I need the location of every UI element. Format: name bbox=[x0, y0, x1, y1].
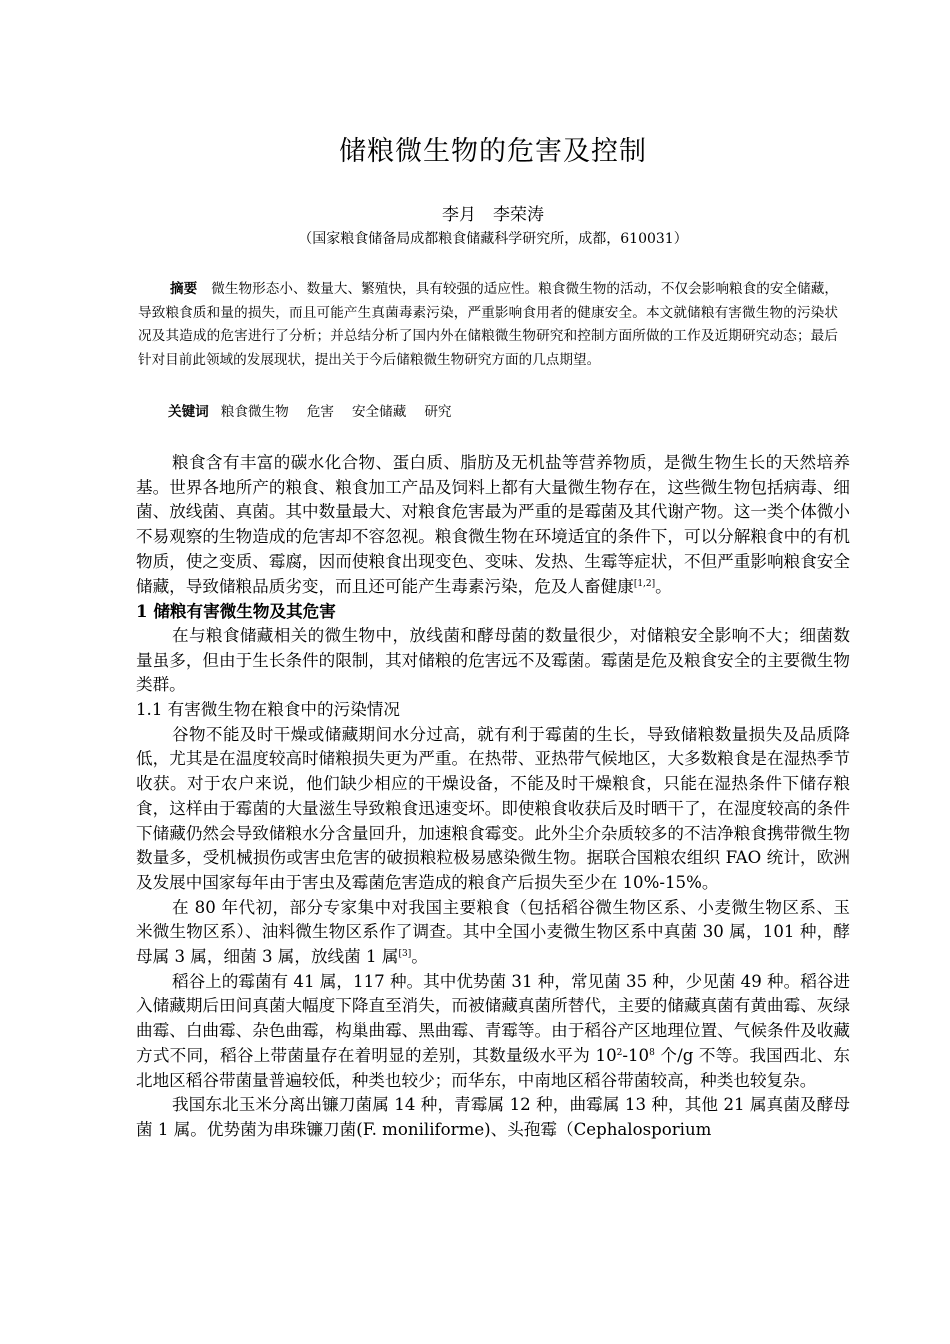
exponent: 2 bbox=[616, 1047, 623, 1058]
article-body bbox=[136, 451, 850, 1143]
body-paragraph: 稻谷上的霉菌有 41 属，117 种。其中优势菌 31 种，常见菌 35 种，少见菌 49 种。稻谷进入储藏期后田间真菌大幅度下降直至消失，而被储藏真菌所替代，主要的储藏真菌有黄曲霉、灰绿曲霉、白曲霉、杂色曲霉，构巢曲霉、黑曲霉、青霉等。由于稻谷产区地理位置、气候条件及收藏方式不同，稻谷上带菌量存在着明显的差别，其数量级水平为 $10^2-10^8$ 个/g 不等。我国西北、东北地区稻谷带菌量普遍较低，种类也较少；而华东，中南地区稻谷带菌较高，种类也较复杂。 bbox=[136, 971, 851, 1090]
keywords bbox=[168, 402, 838, 422]
keyword: 危害 bbox=[306, 404, 334, 420]
body-paragraph: 我国东北玉米分离出镰刀菌属 14 种，青霉属 12 种，曲霉属 13 种，其他 21 属真菌及酵母菌 1 属。优势菌为串珠镰刀菌(F. moniliforme)、头孢霉（Cephalosporium bbox=[136, 1095, 850, 1139]
abstract-label: 摘要 bbox=[170, 281, 198, 297]
body-paragraph: 在 80 年代初，部分专家集中对我国主要粮食（包括稻谷微生物区系、小麦微生物区系、玉米微生物区系）、油料微生物区系作了调查。其中全国小麦微生物区系中真菌 30 属，101 种，酵母属 3 属，细菌 3 属，放线菌 1 属[3]。 bbox=[136, 897, 850, 967]
section-heading: 1 储粮有害微生物及其危害 bbox=[136, 601, 336, 622]
exponent: 8 bbox=[649, 1047, 655, 1058]
keyword: 安全储藏 bbox=[351, 404, 407, 420]
keywords-label: 关键词 bbox=[168, 404, 209, 420]
author-list: 李月 李荣涛 bbox=[442, 205, 544, 225]
intro-paragraph: 粮食含有丰富的碳水化合物、蛋白质、脂肪及无机盐等营养物质，是微生物生长的天然培养基。世界各地所产的粮食、粮食加工产品及饲料上都有大量微生物存在，这些微生物包括病毒、细菌、放线菌、真菌。其中数量最大、对粮食危害最为严重的是霉菌及其代谢产物。这一类个体微小不易观察的生物造成的危害却不容忽视。粮食微生物在环境适宜的条件下，可以分解粮食中的有机物质，使之变质、霉腐，因而使粮食出现变色、变味、发热、生霉等症状，不但严重影响粮食安全储藏，导致储粮品质劣变，而且还可能产生毒素污染，危及人畜健康[1,2]。 bbox=[136, 453, 850, 596]
body-paragraph: 谷物不能及时干燥或储藏期间水分过高，就有利于霉菌的生长，导致储粮数量损失及品质降低，尤其是在温度较高时储粮损失更为严重。在热带、亚热带气候地区，大多数粮食是在湿热季节收获。对于农户来说，他们缺少相应的干燥设备，不能及时干燥粮食，只能在湿热条件下储存粮食，这样由于霉菌的大量滋生导致粮食迅速变坏。即使粮食收获后及时晒干了，在湿度较高的条件下储藏仍然会导致储粮水分含量回升，加速粮食霉变。此外尘介杂质较多的不洁净粮食携带微生物数量多，受机械损伤或害虫危害的破损粮粒极易感染微生物。据联合国粮农组织 FAO 统计，欧洲及发展中国家每年由于害虫及霉菌危害造成的粮食产后损失至少在 10%-15%。 bbox=[136, 724, 850, 892]
author-affiliation: （国家粮食储备局成都粮食储藏科学研究所，成都，610031） bbox=[298, 231, 688, 247]
citation-ref: [3] bbox=[398, 949, 412, 960]
subsection-heading: 1.1 有害微生物在粮食中的污染情况 bbox=[136, 700, 400, 720]
keyword: 研究 bbox=[424, 404, 452, 420]
paper-title: 储粮微生物的危害及控制 bbox=[339, 136, 647, 167]
keyword: 粮食微生物 bbox=[220, 404, 289, 420]
abstract-text: 微生物形态小、数量大、繁殖快，具有较强的适应性。粮食微生物的活动，不仅会影响粮食的安全储藏，导致粮食质和量的损失，而且可能产生真菌毒素污染，严重影响食用者的健康安全。本文就储粮有害微生物的污染状况及其造成的危害进行了分析；并总结分析了国内外在储粮微生物研究和控制方面所做的工作及近期研究动态；最后针对目前此领域的发展现状，提出关于今后储粮微生物研究方面的几点期望。 bbox=[138, 281, 839, 368]
citation-ref: [1,2] bbox=[633, 578, 656, 589]
body-paragraph: 在与粮食储藏相关的微生物中，放线菌和酵母菌的数量很少，对储粮安全影响不大；细菌数量虽多，但由于生长条件的限制，其对储粮的危害远不及霉菌。霉菌是危及粮食安全的主要微生物类群。 bbox=[136, 625, 850, 695]
abstract bbox=[138, 278, 838, 372]
